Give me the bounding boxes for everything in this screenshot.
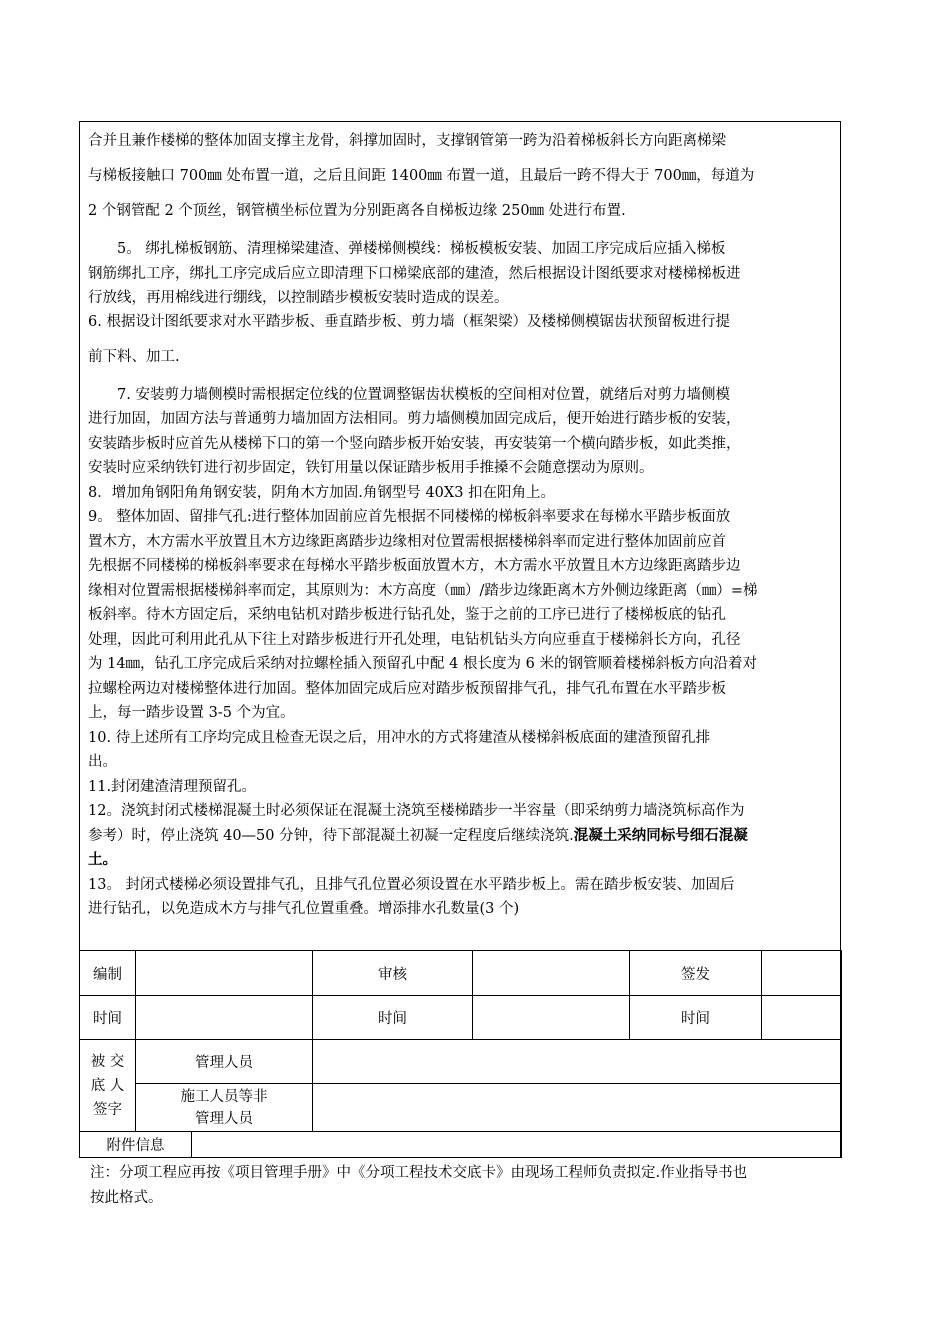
text-line: 10. 待上述所有工序均完成且检查无误之后，用冲水的方式将建渣从楼梯斜板底面的建渣预留孔排: [88, 729, 711, 746]
note-line: 按此格式。: [90, 1190, 163, 1206]
label-line: 被 交: [90, 1053, 125, 1070]
label-line: 管理人员: [195, 1110, 253, 1127]
text-line: 前下料、加工.: [88, 348, 180, 365]
note-line: 注：分项工程应再按《项目管理手册》中《分项工程技术交底卡》由现场工程师负责拟定.作业指导书也: [90, 1165, 748, 1181]
issue-time-label: 时间: [630, 996, 762, 1040]
text-line: 5。 绑扎梯板钢筋、清理梯梁建渣、弹楼梯侧模线：梯板模板安装、加固工序完成后应插入梯板: [117, 241, 726, 257]
worker-signature: [313, 1084, 842, 1132]
attachment-label: 附件信息: [80, 1132, 192, 1158]
text-line: 9。 整体加固、留排气孔:进行整体加固前应首先根据不同楼梯的梯板斜率要求在每梯水平踏步板面放: [88, 509, 731, 525]
text-line: 合并且兼作楼梯的整体加固支撑主龙骨，斜撑加固时，支撑钢管第一跨为沿着梯板斜长方向距离梯梁: [88, 133, 726, 149]
text-line: 进行钻孔，以免造成木方与排气孔位置重叠。增添排水孔数量(3 个): [88, 901, 520, 917]
label-line: 底 人: [90, 1077, 125, 1094]
text-line: 进行加固，加固方法与普通剪力墙加固方法相同。剪力墙侧模加固完成后，便开始进行踏步板的安装，: [88, 411, 741, 427]
text-line: 11.封闭建渣清理预留孔。: [88, 778, 257, 795]
paragraph-step-6: [88, 305, 836, 375]
paragraph-bracing: [88, 124, 836, 229]
text-line: [88, 824, 836, 849]
paragraph-step-7-to-13: [88, 383, 836, 922]
text-line: 6. 根据设计图纸要求对水平踏步板、垂直踏步板、剪力墙（框架梁）及楼梯侧模锯齿状预留板进行提: [88, 313, 730, 330]
text-span: 参考）时，停止浇筑 40—50 分钟，待下部混凝土初凝一定程度后继续浇筑.: [88, 827, 574, 844]
attachment-value: [192, 1132, 842, 1158]
label-line: 施工人员等非: [180, 1088, 268, 1105]
issue-value: [762, 951, 842, 996]
construction-instructions: [88, 124, 836, 922]
bold-text: 混凝土采纳同标号细石混凝: [573, 826, 748, 844]
footer-note: [90, 1161, 850, 1211]
text-line: 与梯板接触口 700㎜ 处布置一道，之后且间距 1400㎜ 布置一道，且最后一跨不得大于 700㎜，每道为: [88, 168, 755, 184]
text-line: 先根据不同楼梯的梯板斜率要求在每梯水平踏步板面放置木方，木方需水平放置且木方边缘距离踏步边: [88, 558, 741, 574]
compile-label: 编制: [80, 951, 136, 996]
worker-label: [136, 1084, 313, 1132]
label-line: 签字: [93, 1101, 122, 1118]
text-line: 拉螺栓两边对楼梯整体进行加固。整体加固完成后应对踏步板预留排气孔，排气孔布置在水平踏步板: [88, 680, 726, 697]
text-line: 上，每一踏步设置 3-5 个为宜。: [88, 705, 295, 721]
text-line: 置木方，木方需水平放置且木方边缘距离踏步边缘相对位置需根据楼梯斜率而定进行整体加固前应首: [88, 533, 726, 550]
text-line: 缘相对位置需根据楼梯斜率而定，其原则为：木方高度（㎜）/踏步边缘距离木方外侧边缘距离（㎜）=梯: [88, 582, 758, 599]
text-line: 安装踏步板时应首先从楼梯下口的第一个竖向踏步板开始安装，再安装第一个横向踏步板，如此类推，: [88, 435, 741, 452]
text-line: 7. 安装剪力墙侧模时需根据定位线的位置调整锯齿状模板的空间相对位置，就绪后对剪力墙侧模: [117, 386, 730, 403]
compile-value: [136, 951, 313, 996]
bold-text: 土。: [88, 851, 117, 868]
text-line: 安装时应采纳铁钉进行初步固定，铁钉用量以保证踏步板用手推搡不会随意摆动为原则。: [88, 460, 654, 476]
recipient-signature-label: [80, 1040, 136, 1132]
text-line: 为 14㎜，钻孔工序完成后采纳对拉螺栓插入预留孔中配 4 根长度为 6 米的钢管顺着楼梯斜板方向沿着对: [88, 656, 757, 672]
issue-time-value: [762, 996, 842, 1040]
review-label: 审核: [313, 951, 473, 996]
manager-signature: [313, 1040, 842, 1084]
signature-table: [79, 950, 842, 1158]
issue-label: 签发: [630, 951, 762, 996]
text-line: 处理，因此可利用此孔从下往上对踏步板进行开孔处理，电钻机钻头方向应垂直于楼梯斜长方向，孔径: [88, 631, 741, 648]
manager-label: 管理人员: [136, 1040, 313, 1084]
review-value: [473, 951, 630, 996]
text-line: 13。 封闭式楼梯必须设置排气孔，且排气孔位置必须设置在水平踏步板上。需在踏步板安装、加固后: [88, 876, 735, 893]
text-line: 8．增加角钢阳角角钢安装，阴角木方加固.角钢型号 40X3 扣在阳角上。: [88, 484, 556, 501]
review-time-value: [473, 996, 630, 1040]
text-line: 钢筋绑扎工序，绑扎工序完成后应立即清理下口梯梁底部的建渣，然后根据设计图纸要求对楼梯梯板进: [88, 265, 741, 282]
review-time-label: 时间: [313, 996, 473, 1040]
paragraph-step-5: [88, 237, 836, 311]
compile-time-value: [136, 996, 313, 1040]
text-line: 12。浇筑封闭式楼梯混凝土时必须保证在混凝土浇筑至楼梯踏步一半容量（即采纳剪力墙浇筑标高作为: [88, 803, 745, 819]
text-line: 出。: [88, 754, 117, 770]
text-line: 板斜率。待木方固定后，采纳电钻机对踏步板进行钻孔处，鉴于之前的工序已进行了楼梯板底的钻孔: [88, 607, 726, 623]
compile-time-label: 时间: [80, 996, 136, 1040]
text-line: 行放线，再用棉线进行绷线，以控制踏步模板安装时造成的误差。: [88, 290, 509, 306]
text-line: 2 个钢管配 2 个顶丝，钢管横坐标位置为分别距离各自梯板边缘 250㎜ 处进行布置.: [88, 203, 626, 219]
